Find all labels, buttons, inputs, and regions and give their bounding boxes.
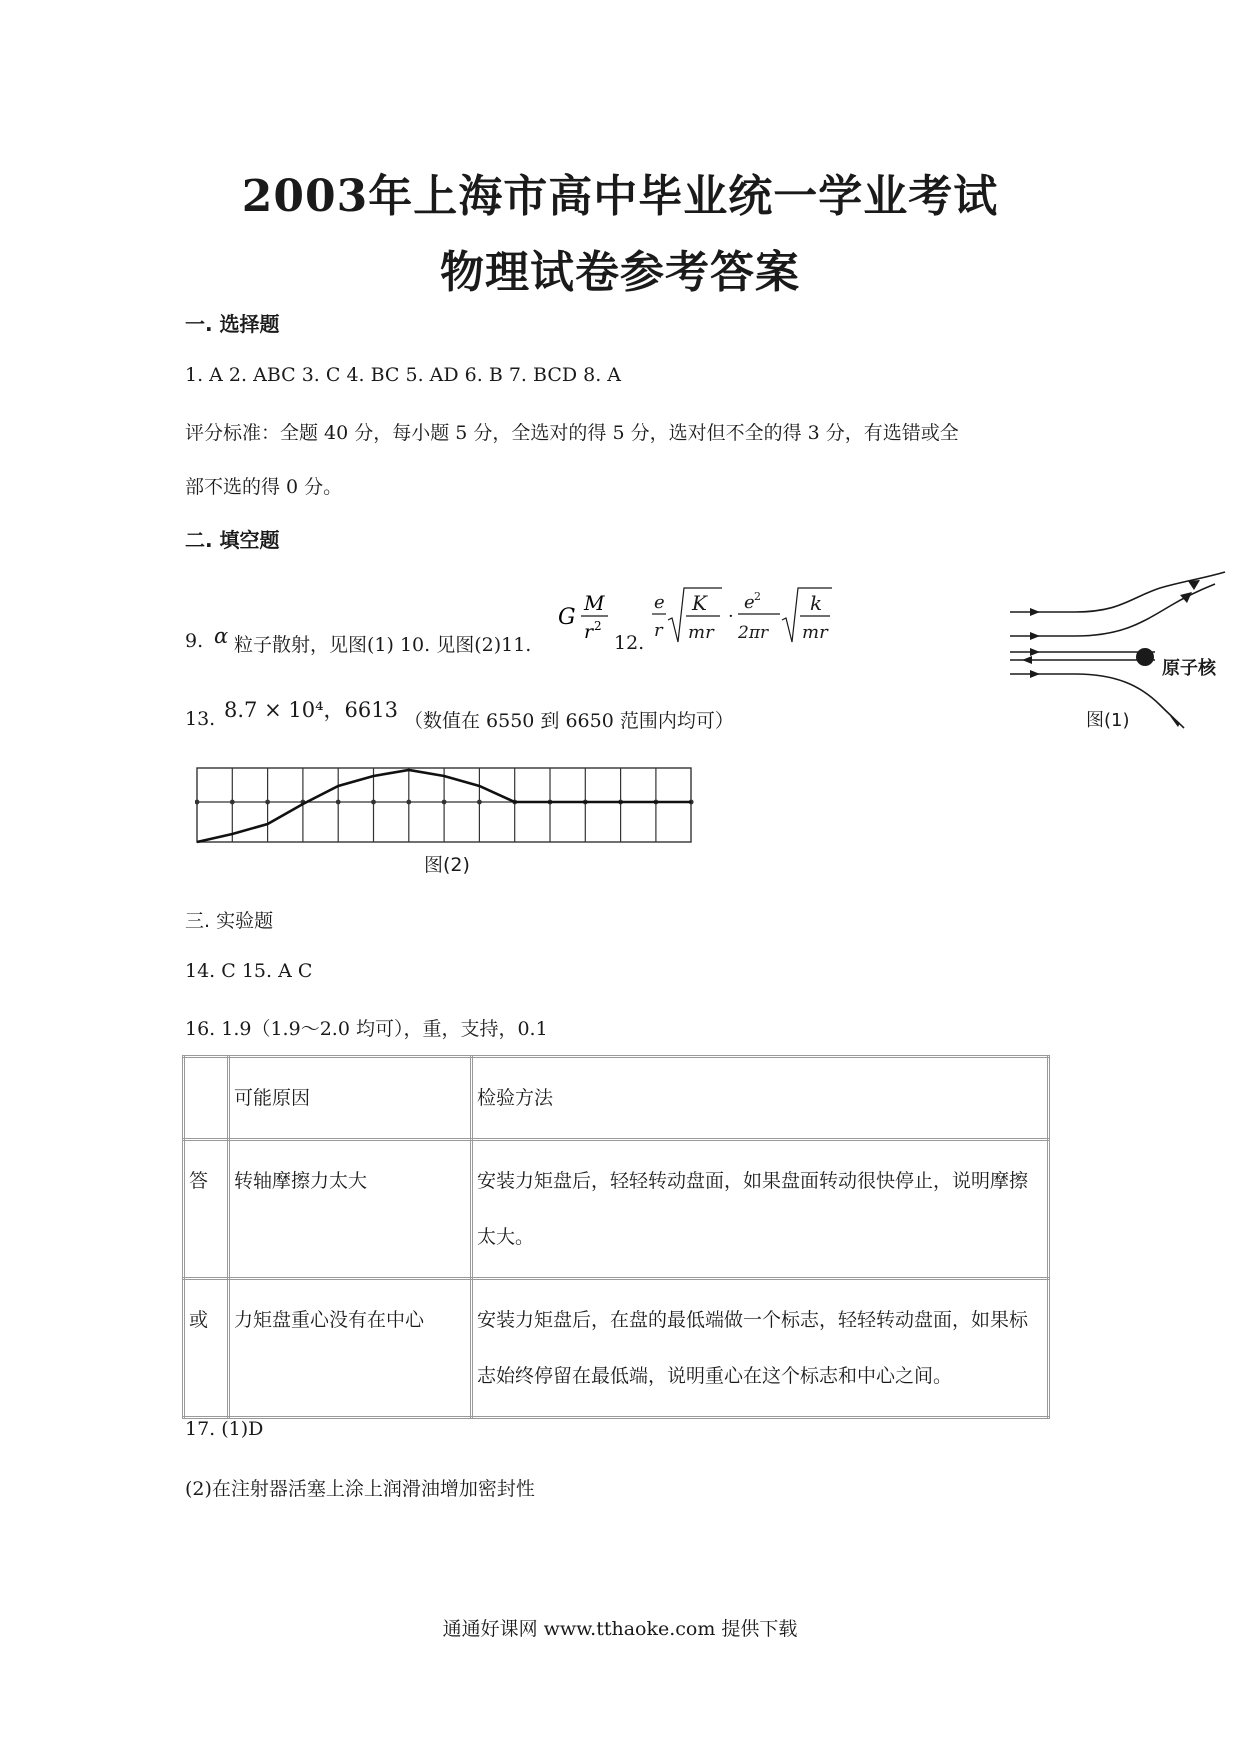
grid-point — [442, 800, 447, 805]
grading-line-2: 部不选的得 0 分。 — [185, 476, 343, 498]
svg-text:r: r — [584, 621, 594, 643]
grading-line-1: 评分标准：全题 40 分，每小题 5 分，全选对的得 5 分，选对但不全的得 3 分，有选错或全 — [185, 422, 959, 444]
svg-text:K: K — [692, 591, 707, 615]
section2-heading: 二. 填空题 — [185, 528, 280, 552]
svg-text:e: e — [654, 592, 665, 613]
grid-point — [336, 800, 341, 805]
svg-text:k: k — [810, 591, 823, 615]
q11-formula — [556, 586, 616, 650]
q12-formula — [650, 580, 835, 654]
q13-value: 8.7 × 10⁴，6613 — [224, 698, 398, 722]
table-cell-method: 安装力矩盘后，在盘的最低端做一个标志，轻轻转动盘面，如果标志始终停留在最低端，说明重心在这个标志和中心之间。 — [472, 1279, 1049, 1418]
grid-point — [195, 800, 199, 805]
svg-text:2πr: 2πr — [738, 623, 769, 643]
table-header-cell: 检验方法 — [472, 1057, 1049, 1140]
fig1-caption: 图(1) — [1086, 710, 1130, 731]
grid-point — [477, 800, 482, 805]
q12-number: 12. — [614, 632, 645, 654]
q11-formula-graphic — [556, 586, 616, 646]
q16-answer: 16. 1.9（1.9～2.0 均可），重，支持，0.1 — [185, 1018, 548, 1040]
q12-formula-graphic — [650, 580, 835, 650]
svg-text:e: e — [744, 592, 755, 613]
q17-part1: 17. (1)D — [185, 1418, 264, 1440]
fig1-nucleus-label: 原子核 — [1162, 658, 1216, 679]
svg-text:G: G — [558, 605, 576, 630]
q9-text: 粒子散射，见图(1) 10. 见图(2)11. — [234, 634, 532, 656]
table-row — [184, 1279, 1049, 1418]
table-cell-label: 答 — [184, 1140, 229, 1279]
q9-number: 9. — [185, 630, 204, 652]
table-header-cell — [184, 1057, 229, 1140]
grid-point — [230, 800, 235, 805]
svg-text:mr: mr — [688, 622, 714, 643]
svg-text:·: · — [728, 606, 734, 627]
svg-text:r: r — [654, 620, 663, 641]
grid-point — [406, 800, 411, 805]
table-header-cell: 可能原因 — [229, 1057, 472, 1140]
section1-answers: 1. A 2. ABC 3. C 4. BC 5. AD 6. B 7. BCD 8. A — [185, 364, 622, 386]
section3-heading: 三. 实验题 — [185, 910, 274, 932]
q13-note: （数值在 6550 到 6650 范围内均可） — [404, 710, 734, 732]
svg-text:M: M — [584, 591, 605, 615]
table-cell-cause: 力矩盘重心没有在中心 — [229, 1279, 472, 1418]
title-line-2: 物理试卷参考答案 — [440, 247, 800, 298]
title-line-1: 2003年上海市高中毕业统一学业考试 — [241, 171, 999, 222]
footer: 通通好课网 www.tthaoke.com 提供下载 — [442, 1618, 798, 1640]
section1-heading: 一. 选择题 — [185, 312, 280, 336]
svg-text:mr: mr — [802, 622, 828, 643]
svg-text:2: 2 — [594, 619, 602, 633]
svg-text:2: 2 — [754, 590, 761, 603]
table-header-row — [184, 1057, 1049, 1140]
q16-table — [182, 1055, 1050, 1419]
q9-alpha: α — [214, 624, 229, 648]
q14-15-answers: 14. C 15. A C — [185, 960, 313, 982]
table-cell-cause: 转轴摩擦力太大 — [229, 1140, 472, 1279]
table-row — [184, 1140, 1049, 1279]
fig2-caption: 图(2) — [424, 854, 470, 876]
table-cell-method: 安装力矩盘后，轻轻转动盘面，如果盘面转动很快停止，说明摩擦太大。 — [472, 1140, 1049, 1279]
grid-point — [371, 800, 376, 805]
q13-number: 13. — [185, 708, 216, 730]
table-cell-label: 或 — [184, 1279, 229, 1418]
q17-part2: (2)在注射器活塞上涂上润滑油增加密封性 — [185, 1478, 535, 1500]
grid-point — [265, 800, 270, 805]
